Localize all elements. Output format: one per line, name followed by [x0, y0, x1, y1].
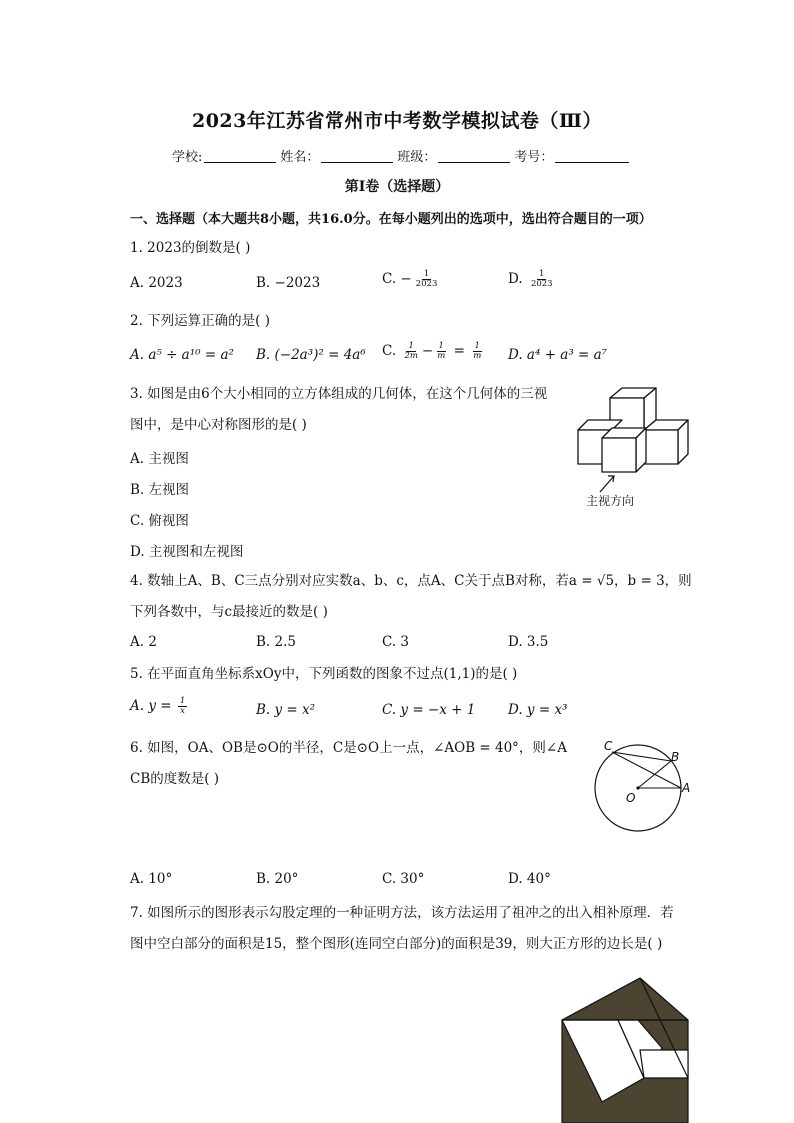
exam-number-label: 考号： [514, 150, 554, 165]
q1-option-c[interactable] [382, 270, 441, 289]
fraction-denominator: x [180, 706, 185, 716]
point-a-label: A [682, 781, 691, 795]
point-c-label: C [604, 739, 613, 753]
exam-title: 2023年江苏省常州市中考数学模拟试卷（Ⅲ） [191, 110, 603, 132]
q4-option-c[interactable]: C. 3 [382, 634, 410, 650]
class-label: 班级： [397, 150, 437, 165]
fraction-denominator: 2m [404, 351, 418, 361]
q6-option-c[interactable]: C. 30° [382, 871, 425, 887]
q3-cube-figure [570, 384, 700, 512]
q1-option-c-fraction [414, 270, 440, 289]
fraction-numerator: 1 [474, 341, 480, 351]
school-label: 学校: [172, 150, 203, 165]
point-b-label: B [671, 750, 680, 764]
q7-pythagorean-figure [552, 968, 697, 1123]
section-title: 第Ⅰ卷（选择题） [344, 179, 450, 195]
fraction-numerator: 1 [539, 269, 545, 279]
student-info-line [172, 146, 633, 165]
q1-stem: 1. 2023的倒数是( ) [130, 240, 251, 256]
q2-stem: 2. 下列运算正确的是( ) [130, 313, 270, 329]
q3-option-a[interactable]: A. 主视图 [130, 451, 189, 467]
q6-option-a[interactable]: A. 10° [130, 871, 173, 887]
q2-c-fraction-3 [471, 342, 483, 361]
q3-stem-line1: 3. 如图是由6个大小相同的立方体组成的几何体，在这个几何体的三视 [130, 386, 548, 402]
q5-option-c[interactable]: C. y = −x + 1 [382, 702, 476, 718]
q4-option-b[interactable]: B. 2.5 [256, 634, 296, 650]
fraction-denominator: 2023 [530, 279, 553, 289]
q1-option-d[interactable] [508, 270, 557, 289]
q6-option-b[interactable]: B. 20° [256, 871, 299, 887]
name-label: 姓名： [280, 150, 320, 165]
q5-option-a[interactable] [130, 697, 189, 716]
q5-option-b[interactable]: B. y = x² [256, 702, 316, 718]
q1-option-a[interactable]: A. 2023 [130, 275, 183, 291]
q6-circle-figure [590, 734, 700, 846]
q6-stem-line1: 6. 如图，OA、OB是⊙O的半径，C是⊙O上一点，∠AOB = 40°，则∠A [130, 740, 567, 756]
fraction-denominator: 2023 [415, 279, 438, 289]
q5-stem: 5. 在平面直角坐标系xOy中，下列函数的图象不过点(1,1)的是( ) [130, 666, 518, 682]
q5-option-a-fraction [178, 697, 187, 716]
exam-number-blank[interactable] [555, 148, 629, 163]
q2-option-a[interactable]: A. a⁵ ÷ a¹⁰ = a² [130, 347, 234, 363]
q1-option-d-prefix: D. [508, 271, 527, 287]
q1-option-b[interactable]: B. −2023 [256, 275, 321, 291]
q3-option-b[interactable]: B. 左视图 [130, 482, 190, 498]
q4-option-d[interactable]: D. 3.5 [508, 634, 549, 650]
q1-option-c-prefix: C. − [382, 271, 412, 287]
q5-option-d[interactable]: D. y = x³ [508, 702, 568, 718]
q3-option-c[interactable]: C. 俯视图 [130, 513, 189, 529]
fraction-numerator: 1 [179, 696, 186, 706]
section-instructions: 一、选择题（本大题共8小题，共16.0分。在每小题列出的选项中，选出符合题目的一项） [130, 212, 652, 227]
q2-c-fraction-2 [435, 342, 447, 361]
q6-option-d[interactable]: D. 40° [508, 871, 551, 887]
q2-option-d[interactable]: D. a⁴ + a³ = a⁷ [508, 347, 608, 363]
fraction-denominator: m [473, 351, 482, 361]
q4-stem-line1: 4. 数轴上A、B、C三点分别对应实数a、b、c，点A、C关于点B对称，若a = √5，b = 3，则 [130, 573, 692, 589]
q5-option-a-prefix: A. y = [130, 698, 176, 714]
fraction-denominator: m [437, 351, 446, 361]
fraction-numerator: 1 [408, 341, 414, 351]
q3-stem-line2: 图中，是中心对称图形的是( ) [130, 417, 307, 433]
school-blank[interactable] [204, 148, 276, 163]
q7-stem-line1: 7. 如图所示的图形表示勾股定理的一种证明方法，该方法运用了祖冲之的出入相补原理．若 [130, 905, 674, 921]
fraction-numerator: 1 [423, 269, 430, 279]
q4-stem-line2: 下列各数中，与c最接近的数是( ) [130, 604, 328, 620]
class-blank[interactable] [438, 148, 510, 163]
q1-option-d-fraction [529, 270, 555, 289]
q2-option-c[interactable]: C. $\frac{1}{2m}$ − $\frac{1}{m}$ = $\frac{1}{m}$ [382, 341, 482, 361]
q6-stem-line2: CB的度数是( ) [130, 771, 220, 787]
view-direction-arrow [600, 476, 614, 492]
name-blank[interactable] [321, 148, 393, 163]
point-o-label: O [626, 791, 636, 805]
q4-option-a[interactable]: A. 2 [130, 634, 157, 650]
q2-c-fraction-1 [402, 342, 419, 361]
fraction-numerator: 1 [438, 341, 444, 351]
q2-option-b[interactable]: B. (−2a³)² = 4a⁶ [256, 347, 366, 363]
q3-figure-caption: 主视方向 [586, 494, 635, 508]
q7-stem-line2: 图中空白部分的面积是15，整个图形(连同空白部分)的面积是39，则大正方形的边长是( ) [130, 936, 663, 952]
q3-option-d[interactable]: D. 主视图和左视图 [130, 544, 244, 560]
q2-option-c-prefix: C. [382, 343, 401, 359]
